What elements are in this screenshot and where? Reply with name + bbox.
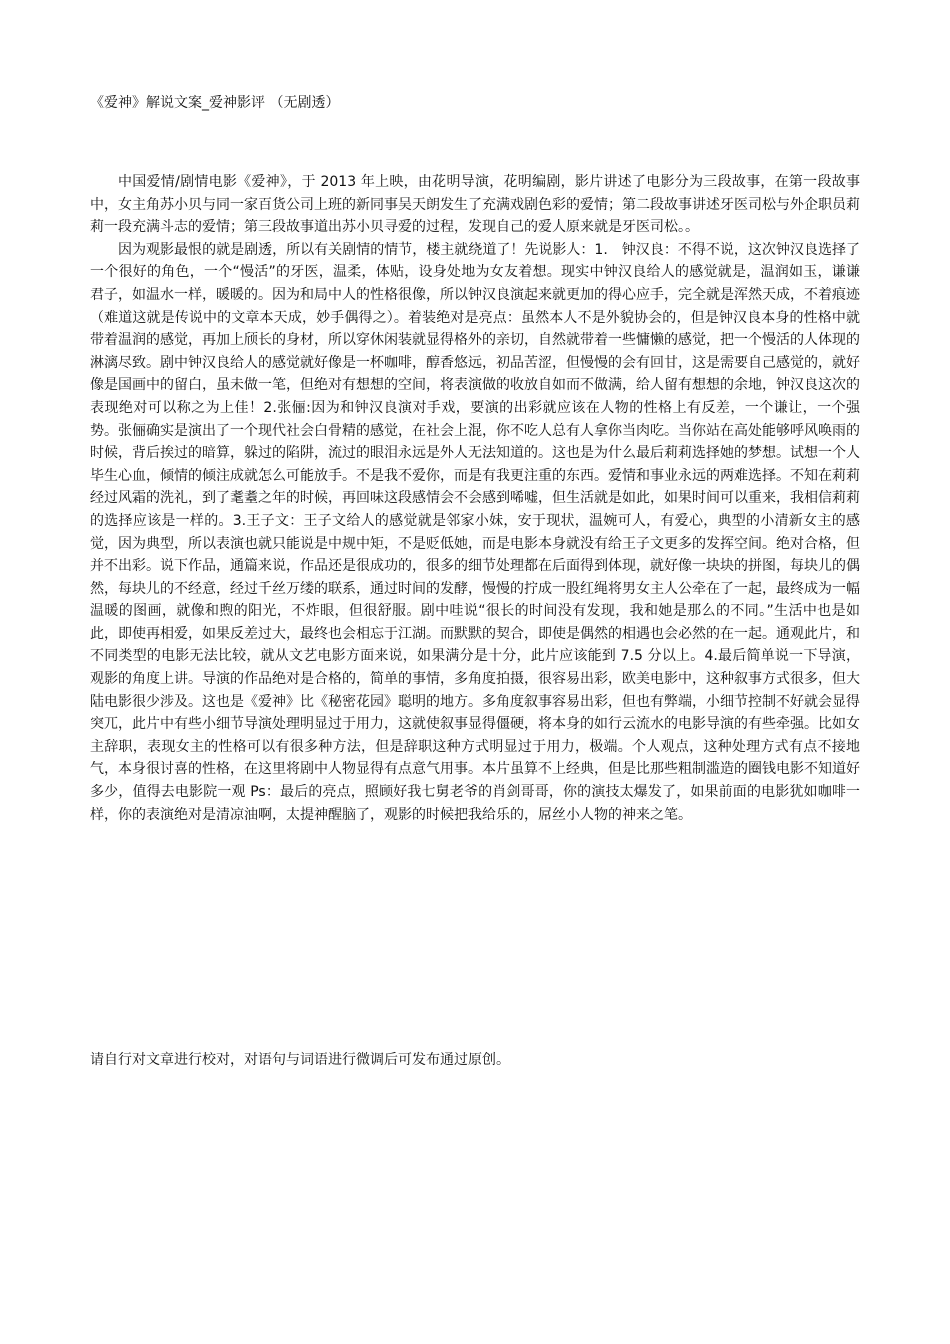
paragraph-intro: 中国爱情/剧情电影《爱神》，于 2013 年上映，由花明导演，花明编剧，影片讲述了电影分为三段故事，在第一段故事中，女主角苏小贝与同一家百货公司上班的新同事吴天朗发生了充满戏剧色彩的爱情；第二段故事讲述牙医司松与外企职员莉莉一段充满斗志的爱情；第三段故事道出苏小贝寻爱的过程，发现自己的爱人原来就是牙医司松。。 xyxy=(90,174,860,236)
article-body xyxy=(90,171,860,826)
paragraph-review: 因为观影最恨的就是剧透，所以有关剧情的情节，楼主就绕道了！先说影人：1. 钟汉良：不得不说，这次钟汉良选择了一个很好的角色，一个“慢活”的牙医，温柔，体贴，设身处地为女友着想。现实中钟汉良给人的感觉就是，温润如玉，谦谦君子，如温水一样，暖暖的。因为和局中人的性格很像，所以钟汉良演起来就更加的得心应手，完全就是浑然天成，不着痕迹（难道这就是传说中的文章本天成，妙手偶得之）。着装绝对是亮点：虽然本人不是外貌协会的，但是钟汉良本身的性格中就带着温润的感觉，再加上颀长的身材，所以穿休闲装就显得格外的亲切，自然就带着一些慵懒的感觉，把一个慢活的人体现的淋漓尽致。剧中钟汉良给人的感觉就好像是一杯咖啡，醇香悠远，初品苦涩，但慢慢的会有回甘，这是需要自己感觉的，就好像是国画中的留白，虽未做一笔，但绝对有想想的空间，将表演做的收放自如而不做满，给人留有想想的余地，钟汉良这次的表现绝对可以称之为上佳！2.张俪:因为和钟汉良演对手戏，要演的出彩就应该在人物的性格上有反差，一个谦让，一个强势。张俪确实是演出了一个现代社会白骨精的感觉，在社会上混，你不吃人总有人拿你当肉吃。当你站在高处能够呼风唤雨的时候，背后挨过的暗算，躲过的陷阱，流过的眼泪永远是外人无法知道的。这也是为什么最后莉莉选择她的梦想。试想一个人毕生心血，倾情的倾注成就怎么可能放手。不是我不爱你，而是有我更注重的东西。爱情和事业永远的两难选择。不知在莉莉经过风霜的洗礼，到了耄耋之年的时候，再回味这段感情会不会感到唏嘘，但生活就是如此，如果时间可以重来，我相信莉莉的选择应该是一样的。3.王子文：王子文给人的感觉就是邻家小妹，安于现状，温婉可人，有爱心，典型的小清新女主的感觉，因为典型，所以表演也就只能说是中规中矩，不是贬低她，而是电影本身就没有给王子文更多的发挥空间。绝对合格，但并不出彩。说下作品，通篇来说，作品还是很成功的，很多的细节处理都在后面得到体现，就好像一块块的拼图，每块儿的偶然，每块儿的不经意，经过千丝万缕的联系，通过时间的发酵，慢慢的拧成一股红绳将男女主人公牵在了一起，最终成为一幅温暖的图画，就像和煦的阳光，不炸眼，但很舒服。剧中哇说“很长的时间没有发现，我和她是那么的不同。”生活中也是如此，即使再相爱，如果反差过大，最终也会相忘于江湖。而默默的契合，即使是偶然的相遇也会必然的在一起。通观此片，和不同类型的电影无法比较，就从文艺电影方面来说，如果满分是十分，此片应该能到 7.5 分以上。4.最后简单说一下导演，观影的角度上讲。导演的作品绝对是合格的，简单的事情，多角度拍摄，很容易出彩，欧美电影中，这种叙事方式很多，但大陆电影很少涉及。这也是《爱神》比《秘密花园》聪明的地方。多角度叙事容易出彩，但也有弊端，小细节控制不好就会显得突兀，此片中有些小细节导演处理明显过于用力，这就使叙事显得僵硬，将本身的如行云流水的电影导演的有些牵强。比如女主辞职，表现女主的性格可以有很多种方法，但是辞职这种方式明显过于用力，极端。个人观点，这种处理方式有点不接地气，本身很讨喜的性格，在这里将剧中人物显得有点意气用事。本片虽算不上经典，但是比那些粗制滥造的圈钱电影不知道好多少，值得去电影院一观 Ps：最后的亮点，照顾好我七舅老爷的肖剑哥哥，你的演技太爆发了，如果前面的电影犹如咖啡一样，你的表演绝对是清凉油啊，太提神醒脑了，观影的时候把我给乐的，屌丝小人物的神来之笔。 xyxy=(90,241,860,823)
footer-note: 请自行对文章进行校对，对语句与词语进行微调后可发布通过原创。 xyxy=(90,1052,510,1068)
document-title: 《爱神》解说文案_爱神影评 （无剧透） xyxy=(90,95,340,111)
